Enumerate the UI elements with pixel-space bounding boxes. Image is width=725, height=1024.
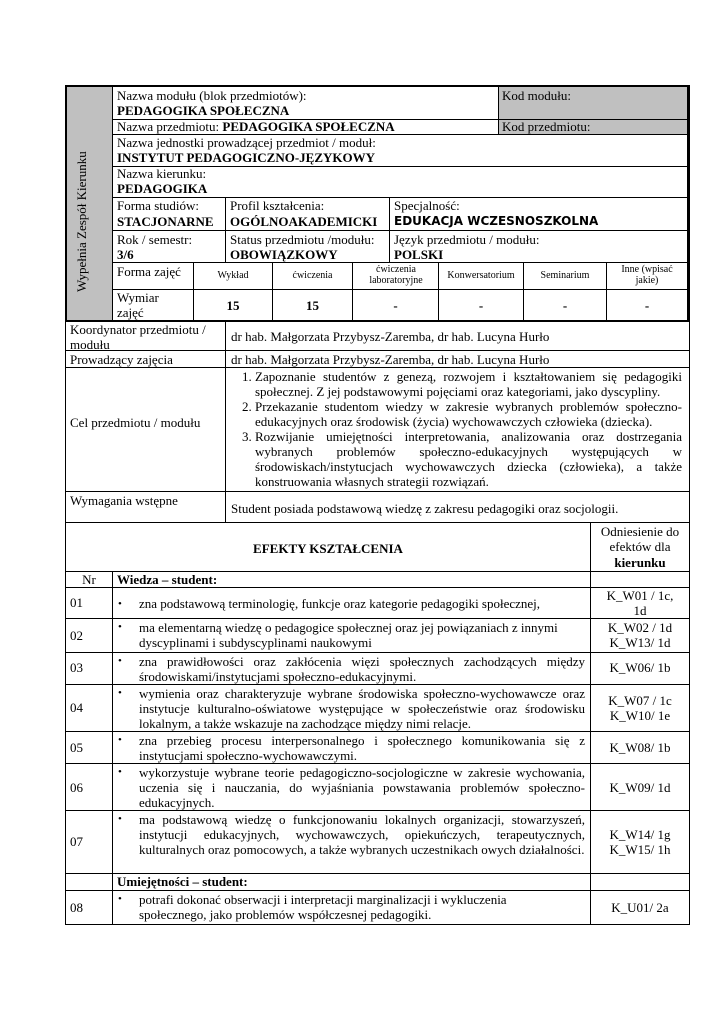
class-type-exercises: ćwiczenia	[292, 270, 333, 281]
class-form-label: Forma zajęć	[117, 264, 181, 279]
effect-ref: K_U01/ 2a	[611, 900, 669, 915]
effect-ref: K_W09/ 1d	[609, 780, 671, 795]
effect-nr: 04	[70, 700, 83, 715]
status-label: Status przedmiotu /modułu:	[230, 232, 375, 247]
hours-other: -	[644, 298, 650, 313]
effect-text: ma elementarną wiedzę o pedagogice społecznej oraz jej powiązaniach z innymi dyscyplinami i subdyscyplinami naukowymi	[139, 620, 558, 650]
hours-lab: -	[393, 298, 398, 313]
field-value: PEDAGOGIKA	[117, 181, 208, 196]
effect-text: zna przebieg procesu interpersonalnego i społecznego komunikowania się z instytucjami społeczno-wychowawczymi.	[139, 733, 585, 763]
bullet-icon: •	[118, 734, 122, 746]
effect-nr: 05	[70, 740, 83, 755]
effect-ref: K_W02 / 1d	[607, 620, 673, 635]
bullet-icon: •	[118, 621, 122, 633]
specialty-value: EDUKACJA WCZESNOSZKOLNA	[394, 214, 599, 228]
goals-label: Cel przedmiotu / modułu	[70, 415, 201, 430]
effect-ref: K_W01 / 1c,	[606, 588, 674, 603]
year-label: Rok / semestr:	[117, 232, 193, 247]
class-type-other: Inne (wpisać jakie)	[621, 264, 673, 286]
bullet-icon: •	[118, 598, 122, 610]
bullet-icon: •	[118, 813, 122, 825]
effect-text: wymienia oraz charakteryzuje wybrane środowiska społeczno-wychowawcze oraz instytucje kulturalno-oświatowe występujące w społeczeństwie oraz środowisku lokalnym, a także wskazuje na zachodzące między nimi relacje.	[139, 686, 585, 731]
effect-ref: K_W15/ 1h	[609, 842, 671, 857]
class-type-conversatory: Konwersatorium	[447, 270, 515, 281]
effects-ref-label-bold: kierunku	[614, 555, 666, 570]
effect-text: potrafi dokonać obserwacji i interpretacji marginalizacji i wykluczenia społecznego, jako problemów współczesnej pedagogiki.	[139, 892, 507, 922]
nr-header: Nr	[82, 572, 96, 587]
effect-nr: 03	[70, 660, 83, 675]
goal-item: 3. Rozwijanie umiejętności interpretowania, analizowania oraz dostrzegania wybranych problemów społeczno-edukacyjnych występujących w środowiskach/instytucjach wychowawczych dziecka (człowieka), a także konstruowania własnych strategii rozwiązań.	[255, 429, 682, 489]
hours-lecture: 15	[226, 298, 240, 313]
class-type-seminar: Seminarium	[540, 270, 590, 281]
bullet-icon: •	[118, 687, 122, 699]
skills-header: Umiejętności – student:	[117, 874, 248, 889]
effect-text: zna podstawową terminologię, funkcje oraz kategorie pedagogiki społecznej,	[139, 596, 541, 611]
effect-nr: 07	[70, 834, 83, 849]
language-label: Język przedmiotu / modułu:	[394, 232, 540, 247]
hours-conversatory: -	[478, 298, 484, 313]
effect-nr: 01	[70, 595, 83, 610]
hours-label: Wymiar zajęć	[117, 290, 159, 320]
unit-label: Nazwa jednostki prowadzącej przedmiot / moduł:	[117, 135, 376, 150]
requirements-value: Student posiada podstawową wiedzę z zakresu pedagogiki oraz socjologii.	[231, 501, 619, 516]
module-value: PEDAGOGIKA SPOŁECZNA	[117, 103, 290, 118]
class-type-lab: ćwiczenia laboratoryjne	[369, 264, 423, 286]
bullet-icon: •	[118, 655, 122, 667]
specialty-label: Specjalność:	[394, 198, 460, 213]
effect-text: zna prawidłowości oraz zakłócenia więzi społecznych zachodzących między środowiskami/instytucjami społeczno-edukacyjnymi.	[139, 654, 585, 684]
profile-value: OGÓLNOAKADEMICKI	[230, 214, 378, 229]
effect-ref: K_W10/ 1e	[609, 708, 671, 723]
teachers-value: dr hab. Małgorzata Przybysz-Zaremba, dr hab. Lucyna Hurło	[231, 352, 550, 367]
module-label: Nazwa modułu (blok przedmiotów):	[117, 88, 307, 103]
form-value: STACJONARNE	[117, 214, 214, 229]
requirements-label: Wymagania wstępne	[70, 493, 178, 508]
goals-list	[230, 369, 682, 489]
goal-item: 2. Przekazanie studentom wiedzy w zakresie wybranych problemów społeczno-edukacyjnych oraz środowisk (życia) wychowawczych człowieka (dziecka).	[255, 399, 682, 429]
skills-ref-cell	[590, 873, 690, 891]
effects-ref-label: Odniesienie do efektów dla	[600, 524, 680, 554]
goal-item: 1. Zapoznanie studentów z genezą, rozwojem i kształtowaniem się pedagogiki społecznej. Z jej podstawowymi pojęciami oraz kategoriami, jako dyscypliny.	[255, 369, 682, 399]
year-value: 3/6	[117, 247, 134, 262]
effect-text: wykorzystuje wybrane teorie pedagogiczno-socjologiczne w zakresie wychowania, uczenia się i nauczania, do wyjaśniania powstawania problemów społeczno-edukacyjnych.	[139, 765, 585, 810]
effect-nr: 02	[70, 628, 83, 643]
effect-ref: K_W14/ 1g	[609, 827, 671, 842]
class-type-lecture: Wykład	[217, 270, 249, 281]
effect-ref: 1d	[633, 603, 647, 618]
effect-nr: 08	[70, 900, 83, 915]
skills-nr-cell	[65, 873, 113, 891]
teachers-label: Prowadzący zajęcia	[70, 352, 173, 367]
header-frame	[65, 85, 690, 322]
subject-label-text: Nazwa przedmiotu:	[117, 119, 220, 134]
language-value: POLSKI	[394, 247, 444, 262]
knowledge-ref-cell	[590, 571, 690, 588]
module-code-label: Kod modułu:	[502, 88, 571, 103]
subject-code-label: Kod przedmiotu:	[502, 119, 591, 134]
effects-title: EFEKTY KSZTAŁCENIA	[253, 541, 403, 556]
effect-ref: K_W07 / 1c	[608, 693, 672, 708]
field-label: Nazwa kierunku:	[117, 166, 207, 181]
coordinator-value: dr hab. Małgorzata Przybysz-Zaremba, dr hab. Lucyna Hurło	[231, 329, 550, 344]
subject-value: PEDAGOGIKA SPOŁECZNA	[222, 119, 395, 134]
effect-nr: 06	[70, 780, 83, 795]
hours-exercises: 15	[306, 298, 319, 313]
hours-seminar: -	[562, 298, 568, 313]
effect-ref: K_W13/ 1d	[609, 635, 671, 650]
profile-label: Profil kształcenia:	[230, 198, 325, 213]
bullet-icon: •	[118, 766, 122, 778]
form-label: Forma studiów:	[117, 198, 199, 213]
effect-ref: K_W08/ 1b	[609, 740, 671, 755]
effect-ref: K_W06/ 1b	[609, 660, 671, 675]
side-label: Wypełnia Zespół Kierunku	[74, 151, 89, 292]
coordinator-label: Koordynator przedmiotu / modułu	[70, 322, 206, 352]
unit-value: INSTYTUT PEDAGOGICZNO-JĘZYKOWY	[117, 150, 375, 165]
bullet-icon: •	[118, 893, 122, 905]
status-value: OBOWIĄZKOWY	[230, 247, 338, 262]
effect-text: ma podstawową wiedzę o funkcjonowaniu lokalnych organizacji, stowarzyszeń, instytucji edukacyjnych, wychowawczych, opiekuńczych, terapeutycznych, kulturalnych oraz pomocowych, a także wybranych uczestnikach owych działalności.	[139, 812, 585, 857]
knowledge-header: Wiedza – student:	[117, 572, 218, 587]
